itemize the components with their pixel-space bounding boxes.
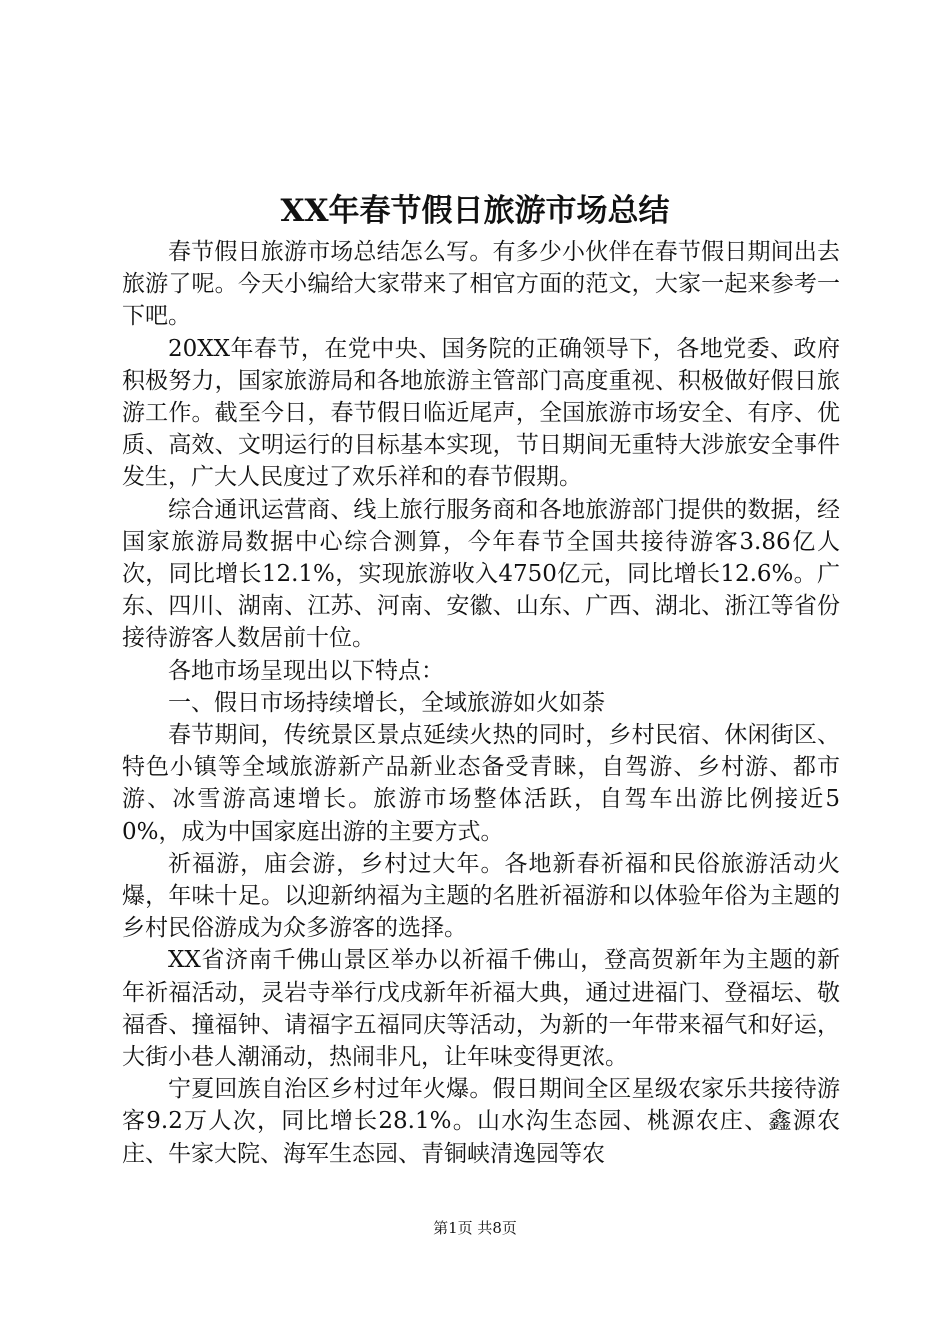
paragraph-overview: 20XX年春节，在党中央、国务院的正确领导下，各地党委、政府积极努力，国家旅游局和各地旅游主管部门高度重视、积极做好假日旅游工作。截至今日，春节假日临近尾声，全国旅游市场安全、有序、优质、高效、文明运行的目标基本实现，节日期间无重特大涉旅安全事件发生，广大人民度过了欢乐祥和的春节假期。	[122, 335, 840, 491]
section-heading-1: 一、假日市场持续增长，全域旅游如火如荼	[168, 689, 605, 716]
page-footer: 第1页 共8页	[433, 1219, 517, 1237]
paragraph-intro: 春节假日旅游市场总结怎么写。有多少小伙伴在春节假日期间出去旅游了呢。今天小编给大家带来了相官方面的范文，大家一起来参考一下吧。	[122, 239, 840, 330]
paragraph-ningxia: 宁夏回族自治区乡村过年火爆。假日期间全区星级农家乐共接待游客9.2万人次，同比增长28.1%。山水沟生态园、桃源农庄、鑫源农庄、牛家大院、海军生态园、青铜峡清逸园等农	[122, 1076, 840, 1167]
document-body	[122, 236, 840, 1170]
paragraph-spring-festival: 春节期间，传统景区景点延续火热的同时，乡村民宿、休闲街区、特色小镇等全域旅游新产品新业态备受青睐，自驾游、乡村游、都市游、冰雪游高速增长。旅游市场整体活跃，自驾车出游比例接近50%，成为中国家庭出游的主要方式。	[122, 722, 840, 845]
paragraph-jinan: XX省济南千佛山景区举办以祈福千佛山，登高贺新年为主题的新年祈福活动，灵岩寺举行戊戌新年祈福大典，通过进福门、登福坛、敬福香、撞福钟、请福字五福同庆等活动，为新的一年带来福气和好运，大街小巷人潮涌动，热闹非凡，让年味变得更浓。	[122, 947, 840, 1071]
paragraph-blessing-tour: 祈福游，庙会游，乡村过大年。各地新春祈福和民俗旅游活动火爆，年味十足。以迎新纳福为主题的名胜祈福游和以体验年俗为主题的乡村民俗游成为众多游客的选择。	[122, 850, 840, 942]
paragraph-features-intro: 各地市场呈现出以下特点：	[168, 657, 444, 684]
paragraph-statistics: 综合通讯运营商、线上旅行服务商和各地旅游部门提供的数据，经国家旅游局数据中心综合测算，今年春节全国共接待游客3.86亿人次，同比增长12.1%，实现旅游收入4750亿元，同比增长12.6%。广东、四川、湖南、江苏、河南、安徽、山东、广西、湖北、浙江等省份接待游客人数居前十位。	[122, 496, 840, 652]
document-title: XX年春节假日旅游市场总结	[280, 193, 670, 229]
